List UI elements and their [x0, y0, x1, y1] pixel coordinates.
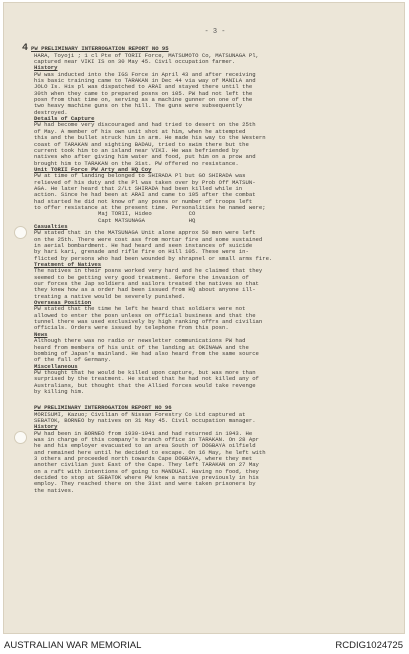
section-title: Treatment of Natives	[34, 261, 102, 269]
report-95-overseas: PW stated that the time he left he heard that soldiers were not allowed to enter the posn unless on official business and that the tunnel there was used exclusively by high ranking offrs and civilian officials. Orders were issued by telephone from this posn.	[34, 306, 263, 332]
section-title: History	[34, 64, 58, 72]
section-title: Casualties	[34, 222, 68, 230]
archive-footer	[0, 636, 409, 654]
report-marker: 4	[22, 43, 29, 55]
report-95-natives: The natives in their posns worked very hard and he claimed that they seemed to be getting very good treatment. Before the invasion of our forces the Jap soldiers and sailors treated the natives so that they knew how as a order had been issued from HQ about anyone ill- treating a native would be severely punished.	[34, 268, 263, 300]
section-title: News	[34, 330, 48, 338]
punch-hole	[14, 226, 27, 239]
section-title: Overseas Position	[34, 299, 92, 307]
report-96-intro: MORISUMI, Kazuo; Civilian of Nissan Forestry Co Ltd captured at SEBATOK, BORNEO by natives on 31 May 45. Civil occupation manager.	[34, 411, 256, 424]
report-95-misc: PW thought that he would be killed upon capture, but was more than surprised by the treatment. He stated that he had not killed any of Australians, but thought that the Allied forces would take revenge by killing him.	[34, 369, 259, 395]
page-number: - 3 -	[204, 28, 226, 36]
personalities-list: Maj TORII, Hideo CO Capt MATSUNAGA HQ	[98, 210, 196, 224]
punch-hole	[14, 431, 27, 444]
footer-record-id: RCDIG1024725	[335, 640, 403, 651]
report-95-history: PW was inducted into the IGS Force in April 43 and after receiving his basic training came to TARAKAN in Dec 44 via way of MANILA and JOLO Is. His pl was dispatched to ARAI and stayed there until the 30th when they came to prepared posns on 105. PW had not left the posn from that time on, serving as a machine gunner on one of the two heavy machine guns on the hill. The guns were subsequently destroyed.	[34, 71, 256, 116]
report-95-intro: HARA, Toyoji ; 1 cl Pte of TORII Force, MATSUMOTO Co, MATSUNAGA Pl, captured near VIKI IS on 30 May 45. Civil occupation farmer.	[34, 52, 259, 66]
section-title: Details of Capture	[34, 115, 95, 123]
report-96-heading: PW PRELIMINARY INTERROGATION REPORT NO 96	[34, 404, 172, 412]
footer-source: AUSTRALIAN WAR MEMORIAL	[4, 640, 142, 651]
page-content	[22, 3, 396, 494]
section-title: History	[34, 423, 58, 431]
report-95-unit: PW at time of landing belonged to SHIRADA Pl but GO SHIRADA was relieved of his duty and the Pl was taken over by Prob Off MATSUN- AGA. He later heard that 2/Lt SHIRADA had been killed while in action. Since he had been at ARAI and came to 105 after the combat had started he did not know of any posns or number of troops left to offer resistance at the present time. Personalities he named were;	[34, 173, 266, 211]
report-95-title: PW PRELIMINARY INTERROGATION REPORT NO 95	[31, 45, 169, 53]
report-96-history: PW had been in BORNEO from 1930-1941 and had returned in 1943. He was in charge of this company's branch office in TARAKAN. On 28 Apr he and his employer evacuated to an area South of DOGBAYA oilfield and remained here until he decided to escape. On 16 May, he left with 3 others and proceeded north towards Cape DOGBAYA, where they met another civilian just East of the Cape. They left TARAKAN on 27 May on a raft with intentions of going to MANDUAI. Having no food, they decided to stop at SEBATOK where PW knew a native previously in his employ. They reached there on the 31st and were taken prisoners by the natives.	[34, 430, 266, 494]
report-95-capture: PW had become very discouraged and had tried to desert on the 25th of May. A member of his own unit shot at him, when he attempted this and the bullet struck him in arm. He made his way to the Western coast of TARAKAN and sighting BADAU, tried to swim there but the current took him to an island near VIKI. He was befriended by natives who after giving him water and food, put him on a prow and brought him to TARAKAN on the 31st. PW offered no resistance.	[34, 122, 266, 167]
report-95-casualties: PW stated that in the MATSUNAGA Unit alone approx 50 men were left on the 25th. There were cost ass from mortar fire and some sustained in aerial bombardment. He had heard and seen instances of suicide by hari kari, grenade and rifle fire on Hill 105. These were in- flicted by persons who had been wounded by shrapnel or small arms fire.	[34, 230, 273, 262]
report-95-news: Although there was no radio or newsletter communications PW had heard from members of his unit of the landing at OKINAWA and the bombing of Japan's mainland. He had also heard from the same source of the fall of Germany.	[34, 338, 259, 364]
section-title: Miscellaneous	[34, 362, 78, 370]
section-title: Unit TORII Force PW Arty and HQ Coy	[34, 165, 152, 173]
document-page	[3, 2, 405, 634]
